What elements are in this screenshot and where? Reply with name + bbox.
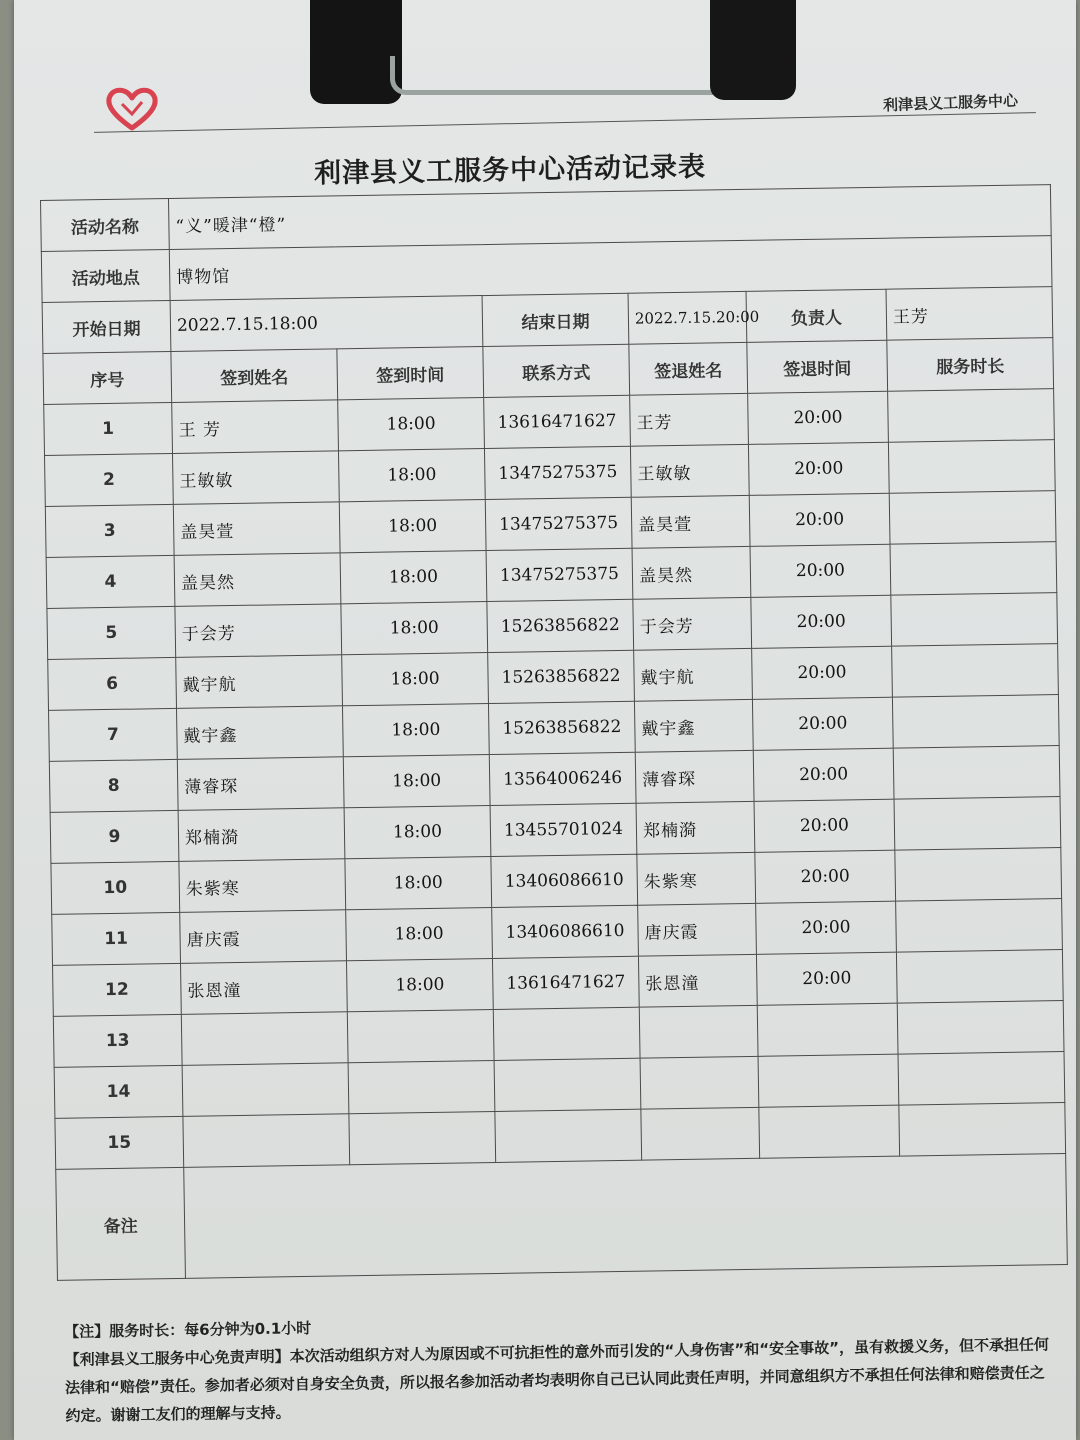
- service-duration: [892, 644, 1059, 698]
- service-duration: [896, 950, 1063, 1004]
- service-duration: [892, 695, 1059, 749]
- start-date-label: 开始日期: [42, 300, 171, 353]
- remark-row: [56, 1154, 1068, 1281]
- contact-phone: 13455701024: [490, 803, 637, 856]
- signin-name: [183, 1114, 350, 1168]
- row-number: 14: [54, 1065, 183, 1118]
- contact-phone: 13406086610: [492, 905, 639, 958]
- contact-phone: 15263856822: [488, 650, 635, 703]
- signin-name: 戴宇鑫: [177, 706, 344, 760]
- signout-name: 王芳: [630, 393, 749, 446]
- column-header: 联系方式: [483, 344, 630, 397]
- header-divider: [94, 112, 1036, 133]
- signout-time: 20:00: [756, 901, 897, 954]
- contact-phone: 15263856822: [488, 701, 635, 754]
- row-number: 2: [45, 453, 174, 506]
- service-duration-note: 【注】服务时长：每6分钟为0.1小时: [64, 1319, 312, 1341]
- signout-time: [759, 1105, 900, 1158]
- signin-time: [348, 1060, 495, 1113]
- signout-name: 盖昊然: [632, 546, 751, 599]
- clipboard-clip: [310, 0, 796, 106]
- signout-time: 20:00: [748, 391, 889, 444]
- signin-time: [347, 1009, 494, 1062]
- contact-phone: 13475275375: [484, 446, 631, 499]
- signout-time: 20:00: [751, 595, 892, 648]
- column-header: 签退姓名: [629, 342, 748, 395]
- remark-section: [56, 1154, 1068, 1281]
- attendance-rows: [44, 389, 1066, 1170]
- activity-name-value: “义”暖津“橙”: [168, 185, 1051, 250]
- disclaimer-text: 【利津县义工服务中心免责声明】本次活动组织方对人为原因或不可抗拒性的意外而引发的“人身伤害”和“安全事故”，虽有救援义务，但不承担任何法律和“赔偿”责任。参加者必须对自身安全负责，所以报名参加活动者均表明你自己已认同此责任声明，并同意组织方不承担任何法律和赔偿责任之约定。谢谢工友们的理解与支持。: [64, 1335, 1050, 1425]
- clip-right-arm: [710, 0, 796, 100]
- service-duration: [891, 593, 1058, 647]
- signout-time: 20:00: [752, 646, 893, 699]
- service-duration: [898, 1052, 1065, 1106]
- remark-label: 备注: [56, 1167, 186, 1280]
- service-duration: [890, 542, 1057, 596]
- signout-name: 戴宇鑫: [634, 699, 753, 752]
- signout-time: [758, 1054, 899, 1107]
- row-number: 7: [49, 708, 178, 761]
- signout-name: 王敏敏: [630, 444, 749, 497]
- signout-time: 20:00: [755, 850, 896, 903]
- contact-phone: [493, 1007, 640, 1060]
- row-number: 3: [45, 504, 174, 557]
- leader-value: 王芳: [886, 287, 1053, 341]
- location-value: 博物馆: [169, 236, 1052, 301]
- signout-name: 张恩潼: [638, 954, 757, 1007]
- row-number: 8: [49, 759, 178, 812]
- service-duration: [895, 848, 1062, 902]
- signout-time: 20:00: [756, 952, 897, 1005]
- signin-name: 张恩潼: [181, 961, 348, 1015]
- service-duration: [894, 797, 1061, 851]
- start-date-value: 2022.7.15.18:00: [170, 296, 483, 352]
- contact-phone: 13475275375: [485, 497, 632, 550]
- contact-phone: 13616471627: [484, 395, 631, 448]
- signin-time: 18:00: [343, 755, 490, 808]
- signout-time: 20:00: [748, 442, 889, 495]
- signout-name: 朱紫寒: [637, 852, 756, 905]
- row-number: 11: [52, 912, 181, 965]
- contact-phone: 13406086610: [491, 854, 638, 907]
- row-number: 12: [53, 963, 182, 1016]
- signin-time: 18:00: [340, 551, 487, 604]
- clip-left-arm: [310, 0, 402, 104]
- signout-time: [757, 1003, 898, 1056]
- signin-name: 郑楠漪: [178, 808, 345, 862]
- signin-time: 18:00: [342, 653, 489, 706]
- service-duration: [889, 491, 1056, 545]
- leader-label: 负责人: [746, 289, 887, 342]
- record-table: [40, 184, 1068, 1281]
- signin-time: 18:00: [339, 500, 486, 553]
- contact-phone: 13616471627: [492, 956, 639, 1009]
- end-date-value: 2022.7.15.20:00: [628, 291, 747, 344]
- signout-name: 于会芳: [633, 597, 752, 650]
- row-number: 10: [51, 861, 180, 914]
- row-number: 15: [55, 1116, 184, 1169]
- signout-name: [639, 1005, 758, 1058]
- signin-name: 盖昊然: [174, 553, 341, 607]
- signin-name: 唐庆霞: [180, 910, 347, 964]
- signout-name: 薄睿琛: [635, 750, 754, 803]
- contact-phone: [494, 1058, 641, 1111]
- service-duration: [893, 746, 1060, 800]
- service-duration: [899, 1103, 1066, 1157]
- row-number: 4: [46, 555, 175, 608]
- signin-name: 王 芳: [172, 400, 339, 454]
- signout-time: 20:00: [752, 697, 893, 750]
- signout-time: 20:00: [749, 493, 890, 546]
- signout-time: 20:00: [750, 544, 891, 597]
- row-number: 5: [47, 606, 176, 659]
- signout-name: 盖昊萱: [631, 495, 750, 548]
- signin-time: 18:00: [346, 907, 493, 960]
- column-header: 签退时间: [747, 340, 888, 393]
- org-header: 利津县义工服务中心: [882, 91, 1019, 115]
- heart-logo-icon: [102, 84, 162, 132]
- signin-time: [349, 1111, 496, 1164]
- info-section: [41, 185, 1053, 354]
- column-header: 签到姓名: [171, 349, 338, 403]
- signin-name: 王敏敏: [172, 451, 339, 505]
- signin-name: 薄睿琛: [177, 757, 344, 811]
- signin-name: [181, 1012, 348, 1066]
- column-header: 序号: [43, 351, 172, 404]
- column-header: 签到时间: [337, 347, 484, 400]
- signin-time: 18:00: [346, 958, 493, 1011]
- service-duration: [897, 1001, 1064, 1055]
- contact-phone: 15263856822: [487, 599, 634, 652]
- column-header: 服务时长: [887, 338, 1054, 392]
- end-date-label: 结束日期: [482, 293, 629, 346]
- row-number: 1: [44, 402, 173, 455]
- signin-name: [182, 1063, 349, 1117]
- contact-phone: 13475275375: [486, 548, 633, 601]
- signout-name: 戴宇航: [634, 648, 753, 701]
- signin-time: 18:00: [338, 398, 485, 451]
- service-duration: [896, 899, 1063, 953]
- activity-name-label: 活动名称: [41, 198, 170, 251]
- row-number: 13: [53, 1014, 182, 1067]
- signin-name: 朱紫寒: [179, 859, 346, 913]
- remark-value: [184, 1154, 1068, 1279]
- signin-name: 盖昊萱: [173, 502, 340, 556]
- clip-wire: [390, 56, 730, 95]
- contact-phone: [495, 1109, 642, 1162]
- signin-time: 18:00: [338, 449, 485, 502]
- signout-name: [640, 1056, 759, 1109]
- signin-time: 18:00: [342, 704, 489, 757]
- signout-name: 郑楠漪: [636, 801, 755, 854]
- location-label: 活动地点: [41, 249, 170, 302]
- service-duration: [888, 440, 1055, 494]
- row-number: 6: [48, 657, 177, 710]
- signin-time: 18:00: [341, 602, 488, 655]
- signin-name: 于会芳: [175, 604, 342, 658]
- service-duration: [888, 389, 1055, 443]
- signout-time: 20:00: [754, 799, 895, 852]
- contact-phone: 13564006246: [489, 752, 636, 805]
- record-form: [40, 184, 1068, 1330]
- footer-notes: [64, 1302, 1056, 1430]
- signin-time: 18:00: [345, 856, 492, 909]
- signin-name: 戴宇航: [176, 655, 343, 709]
- signout-name: [641, 1107, 760, 1160]
- signout-name: 唐庆霞: [638, 903, 757, 956]
- signout-time: 20:00: [753, 748, 894, 801]
- signin-time: 18:00: [344, 806, 491, 859]
- row-number: 9: [50, 810, 179, 863]
- form-title: 利津县义工服务中心活动记录表: [313, 151, 707, 190]
